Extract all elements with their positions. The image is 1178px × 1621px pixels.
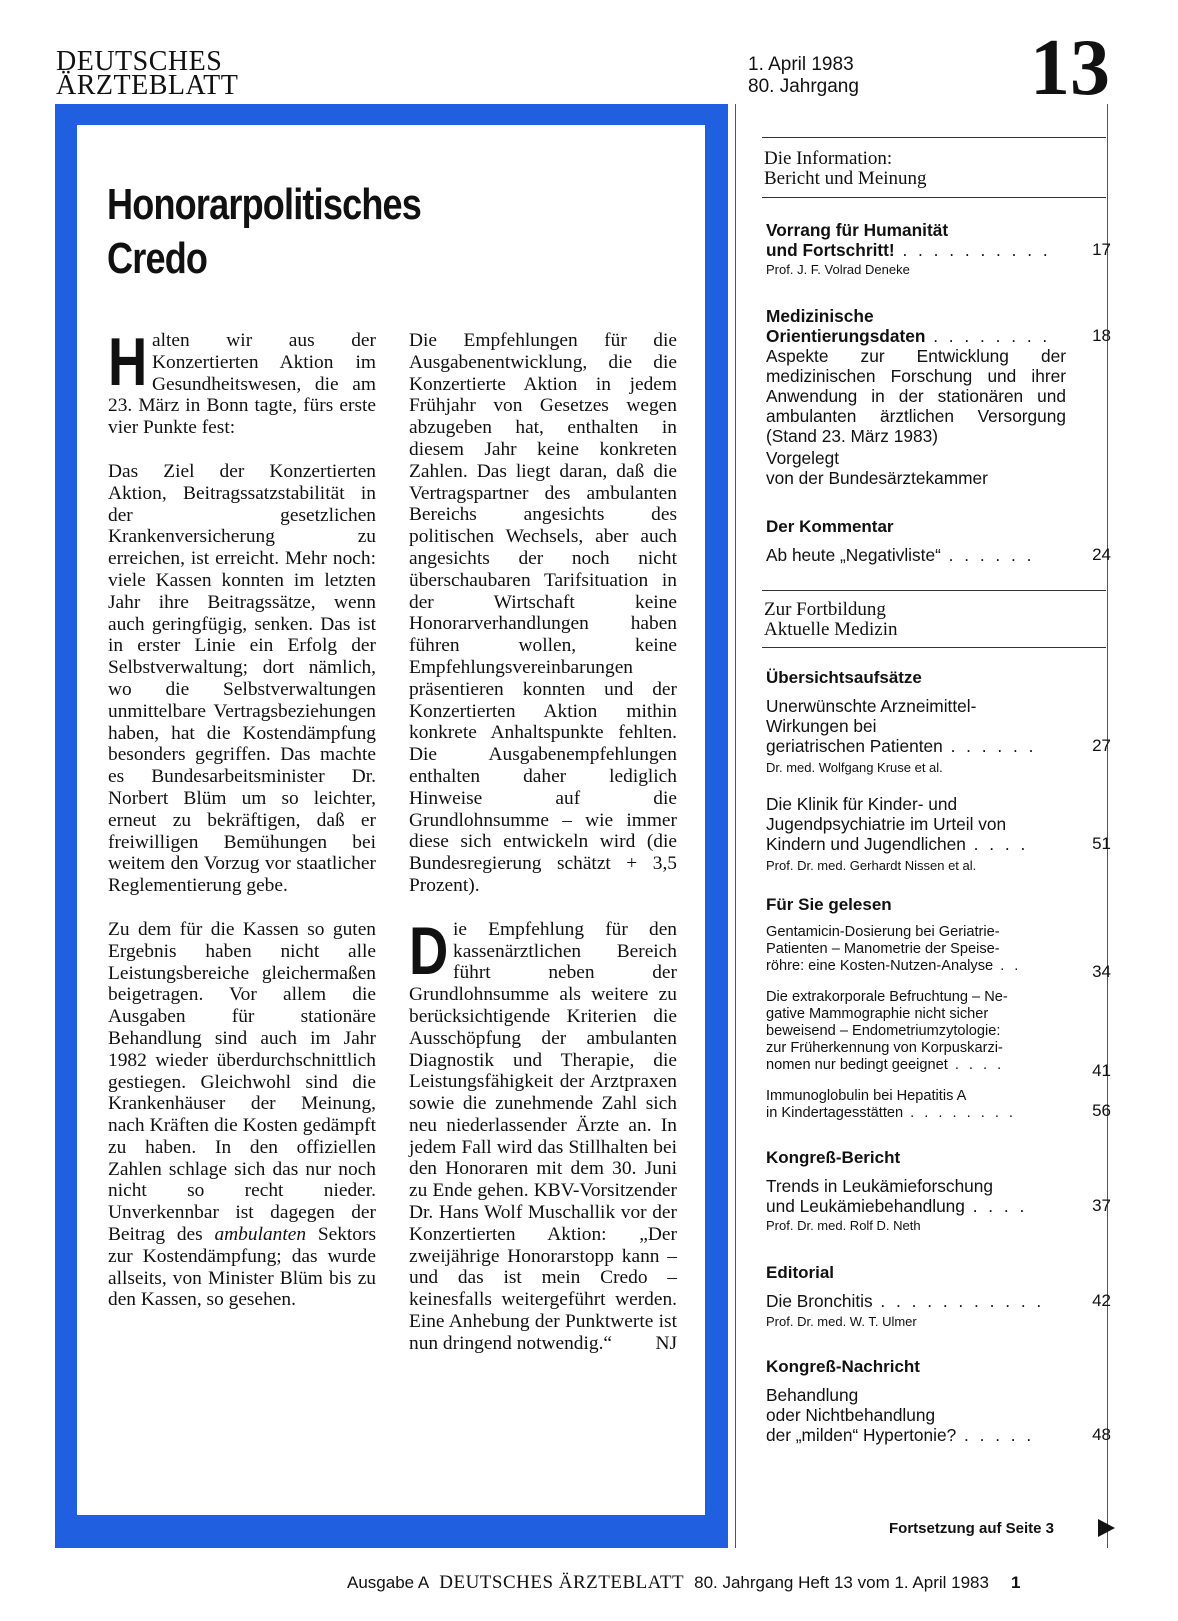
page-number: 48	[1092, 1425, 1111, 1444]
paragraph	[409, 912, 677, 1355]
entry-line: von der Bundesärztekammer	[766, 468, 988, 488]
toc-entry	[766, 1088, 1066, 1122]
entry-line: Orientierungsdaten . . . . . . . .	[766, 326, 1051, 346]
drop-cap: D	[409, 912, 449, 989]
section-line: Die Information:	[764, 148, 893, 169]
paragraph-text: Zu dem für die Kassen so guten Ergebnis haben nicht alle Leistungsbereiche gleichermaßen beigetragen. Vor allem die Ausgaben für stationäre Behandlung sind auch im Jahr 1982 wieder überdurchschnittlich gestiegen. Gleichwohl sind die Krankenhäuser der Meinung, nach Kräften die Kosten gedämpft zu haben. In den offiziellen Zahlen schlage sich das nur noch nicht so recht nieder. Unverkennbar ist dagegen der Beitrag des	[108, 918, 376, 1246]
entry-author: Prof. Dr. med. W. T. Ulmer	[766, 1314, 917, 1329]
paragraph-text: ie Empfehlung für den kassenärztlichen Bereich führt neben der Grundlohnsumme als weitere zu berücksichtigende Kriterien die Ausschöpfung der ambulanten Diagnostik und Therapie, die Leistungsfähigkeit der Arztpraxen sowie die zunehmende Zahl sich neu niederlassender Ärzte an. In jedem Fall wird das Stillhalten bei den Honoraren mit dem 30. Juni zu Ende gehen. KBV-Vorsitzender Dr. Hans Wolf Muschallik vor der Konzertierten Aktion: „Der zweijährige Honorarstopp kann – und das ist mein Credo – keinesfalls weitergeführt werden. Eine Anhebung der Punktwerte ist nun dringend notwendig.“	[409, 918, 677, 1354]
entry-line: oder Nichtbehandlung	[766, 1405, 936, 1425]
paragraph: Die Empfehlungen für die Ausgabenentwicklung, die die Konzertierte Aktion in jedem Frühjahr von Gesetzes wegen abzugeben hat, enthalten in diesem Jahr keine konkreten Zahlen. Das liegt daran, daß die Vertragspartner des ambulanten Bereichs angesichts des politischen Wechsels, aber auch angesichts der noch nicht überschaubaren Tarifsituation in der Wirtschaft keine Honorarverhandlungen haben führen wollen, keine Empfehlungsvereinbarungen präsentieren konnten und der Konzertierten Aktion mithin konkrete Anhaltspunkte fehlten. Die Ausgabenempfehlungen enthalten daher lediglich Hinweise auf die Grundlohnsumme – wie immer diese sich entwickeln wird (die Bundesregierung schätzt + 3,5 Prozent).	[409, 330, 677, 896]
toc-heading: Für Sie gelesen	[766, 895, 892, 914]
masthead-line2: ÄRZTEBLATT	[56, 70, 239, 101]
page-number: 34	[1092, 962, 1111, 981]
toc-entry	[766, 924, 1066, 975]
entry-author: Prof. Dr. med. Gerhardt Nissen et al.	[766, 858, 977, 873]
toc-section-header	[764, 149, 927, 189]
page-number: 18	[1092, 326, 1111, 345]
divider	[762, 197, 1106, 198]
entry-line: Wirkungen bei	[766, 716, 877, 736]
paragraph-text: Sektors zur Kostendämpfung; das wurde allseits, von Minister Blüm bis zu den Kassen, so gesehen.	[108, 1224, 376, 1311]
toc-section-header	[764, 600, 898, 640]
entry-line: beweisend – Endometriumzytologie:	[766, 1023, 1001, 1039]
toc-heading: Übersichtsaufsätze	[766, 668, 922, 687]
toc-entry-title	[766, 220, 1066, 260]
page-number: 42	[1092, 1291, 1111, 1310]
entry-line: Medizinische	[766, 306, 874, 326]
entry-line: zur Früherkennung von Korpuskarzi-	[766, 1040, 1003, 1056]
article-column-2	[409, 330, 677, 1377]
toc-heading: Editorial	[766, 1263, 835, 1282]
entry-line: nomen nur bedingt geeignet . . . .	[766, 1057, 1005, 1073]
entry-line: und Fortschritt! . . . . . . . . . .	[766, 240, 1051, 260]
page-number: 37	[1092, 1196, 1111, 1215]
toc-entry-title	[766, 306, 1066, 346]
emphasis: ambulanten	[214, 1224, 307, 1246]
page-number: 41	[1092, 1061, 1111, 1080]
article-column-1	[108, 324, 376, 1333]
toc-heading: Der Kommentar	[766, 517, 894, 536]
toc-heading: Kongreß-Bericht	[766, 1148, 901, 1167]
edition-label: Ausgabe A	[347, 1573, 430, 1592]
masthead-line1: DEUTSCHES	[56, 46, 223, 77]
entry-line: gative Mammographie nicht sicher	[766, 1006, 989, 1022]
footer-issue-info: 80. Jahrgang Heft 13 vom 1. April 1983	[694, 1573, 989, 1592]
toc-entry: Die Bronchitis . . . . . . . . . . .	[766, 1291, 1045, 1311]
entry-line: Immunoglobulin bei Hepatitis A	[766, 1088, 967, 1104]
toc-entry	[766, 696, 1066, 756]
section-line: Aktuelle Medizin	[764, 619, 898, 640]
entry-author: Prof. Dr. med. Rolf D. Neth	[766, 1218, 921, 1233]
toc-heading: Kongreß-Nachricht	[766, 1357, 920, 1376]
article-title	[107, 178, 517, 286]
title-line2: Credo	[107, 234, 208, 283]
divider	[762, 137, 1106, 138]
entry-note	[766, 448, 1066, 488]
masthead	[56, 46, 239, 101]
entry-author: Prof. J. F. Volrad Deneke	[766, 262, 910, 277]
toc-entry	[766, 1176, 1066, 1216]
title-line1: Honorarpolitisches	[107, 180, 422, 229]
continued-note: Fortsetzung auf Seite 3	[889, 1520, 1055, 1537]
entry-line: Die extrakorporale Befruchtung – Ne-	[766, 989, 1008, 1005]
paragraph	[108, 919, 376, 1311]
toc-entry	[766, 989, 1066, 1074]
entry-line: röhre: eine Kosten-Nutzen-Analyse . .	[766, 958, 1022, 974]
toc-entry	[766, 794, 1066, 854]
paragraph	[108, 324, 376, 439]
footer-magazine: DEUTSCHES ÄRZTEBLATT	[439, 1572, 685, 1593]
entry-line: Jugendpsychiatrie im Urteil von	[766, 814, 1007, 834]
entry-line: der „milden“ Hypertonie? . . . . .	[766, 1425, 1035, 1445]
page-number: 24	[1092, 545, 1111, 564]
arrow-right-icon	[1098, 1519, 1115, 1537]
drop-cap: H	[108, 324, 148, 400]
section-line: Zur Fortbildung	[764, 599, 886, 620]
page-number: 17	[1092, 240, 1111, 259]
author-signature: NJ	[655, 1332, 677, 1354]
footer-page-number: 1	[1010, 1573, 1021, 1592]
divider	[762, 647, 1106, 648]
page-number: 56	[1092, 1101, 1111, 1120]
section-line: Bericht und Meinung	[764, 168, 927, 189]
volume-line: 80. Jahrgang	[748, 76, 859, 97]
paragraph-text: alten wir aus der Konzertierten Aktion im Gesundheitswesen, die am 23. März in Bonn tagte, fürs erste vier Punkte fest:	[108, 330, 376, 439]
entry-line: Vorgelegt	[766, 448, 840, 468]
entry-line: Die Klinik für Kinder- und	[766, 794, 958, 814]
entry-author: Dr. med. Wolfgang Kruse et al.	[766, 760, 943, 775]
paragraph: Das Ziel der Konzertierten Aktion, Beitragssatzstabilität in der gesetzlichen Krankenversicherung zu erreichen, ist erreicht. Mehr noch: viele Kassen konnten im letzten Jahr ihre Beitragssätze, wenn auch geringfügig, senken. Das ist in erster Linie ein Erfolg der Selbstverwaltung; dort nämlich, wo die Selbstverwaltungen unmittelbare Vertragsbeziehungen haben, hat die Kostendämpfung besonders gegriffen. Das machte es Bundesarbeitsminister Dr. Norbert Blüm um so leichter, erneut zu bekräftigen, daß er freiwilligen Bemühungen bei weitem den Vorzug vor staatlicher Reglementierung gebe.	[108, 460, 376, 897]
toc-entry	[766, 1385, 1066, 1445]
page-number: 27	[1092, 736, 1111, 755]
divider	[762, 590, 1106, 591]
entry-line: Behandlung	[766, 1385, 859, 1405]
entry-line: Patienten – Manometrie der Speise-	[766, 941, 1000, 957]
entry-line: Unerwünschte Arzneimittel-	[766, 696, 977, 716]
toc-entry: Ab heute „Negativliste“ . . . . . .	[766, 545, 1035, 565]
page-number: 51	[1092, 834, 1111, 853]
entry-line: Kindern und Jugendlichen . . . .	[766, 834, 1029, 854]
issue-number: 13	[1030, 24, 1110, 112]
page-footer	[347, 1573, 1020, 1593]
entry-line: Vorrang für Humanität	[766, 220, 949, 240]
entry-line: in Kindertagesstätten . . . . . . . .	[766, 1105, 1016, 1121]
entry-description: Aspekte zur Entwicklung der medizinischen Forschung und ihrer Anwendung in der stationären und ambulanten ärztlichen Versorgung (Stand 23. März 1983)	[766, 346, 1066, 446]
entry-line: und Leukämiebehandlung . . . .	[766, 1196, 1028, 1216]
entry-line: Trends in Leukämieforschung	[766, 1176, 994, 1196]
entry-line: geriatrischen Patienten . . . . . .	[766, 736, 1037, 756]
entry-line: Gentamicin-Dosierung bei Geriatrie-	[766, 924, 1000, 940]
issue-date	[748, 54, 859, 98]
date-line: 1. April 1983	[748, 54, 854, 75]
